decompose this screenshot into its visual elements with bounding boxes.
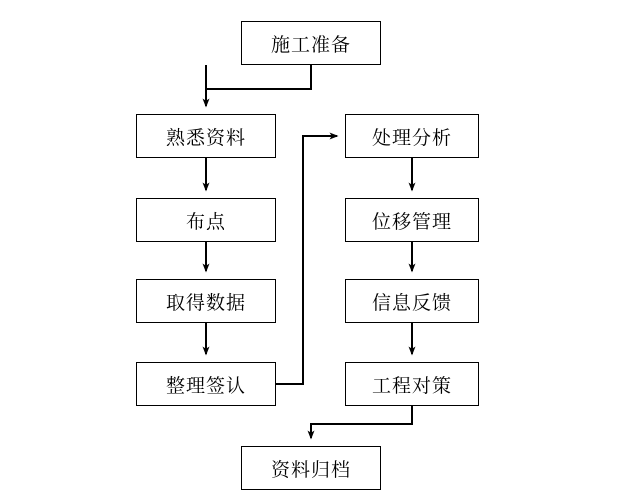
- node-acquire[interactable]: [136, 279, 276, 323]
- node-label: 熟悉资料: [165, 126, 246, 149]
- node-label: 处理分析: [371, 126, 452, 149]
- node-measures[interactable]: [345, 362, 479, 406]
- node-analysis[interactable]: [345, 114, 479, 158]
- connector-prep-elbow: [206, 65, 311, 89]
- node-familiar[interactable]: [136, 114, 276, 158]
- node-label: 位移管理: [371, 210, 452, 233]
- connector-signoff-to-analysis: [276, 136, 337, 384]
- node-displacement-management[interactable]: [345, 198, 479, 242]
- node-prep[interactable]: [241, 21, 381, 65]
- node-layout[interactable]: [136, 198, 276, 242]
- node-label: 施工准备: [270, 33, 351, 56]
- node-label: 取得数据: [165, 291, 246, 314]
- node-archive[interactable]: [241, 446, 381, 490]
- node-feedback[interactable]: [345, 279, 479, 323]
- node-signoff[interactable]: [136, 362, 276, 406]
- connector-measures-to-archive: [311, 406, 412, 438]
- node-label: 工程对策: [371, 374, 452, 397]
- node-label: 信息反馈: [371, 291, 452, 314]
- node-label: 整理签认: [165, 374, 246, 397]
- node-label: 布点: [185, 210, 226, 233]
- node-label: 资料归档: [270, 458, 351, 481]
